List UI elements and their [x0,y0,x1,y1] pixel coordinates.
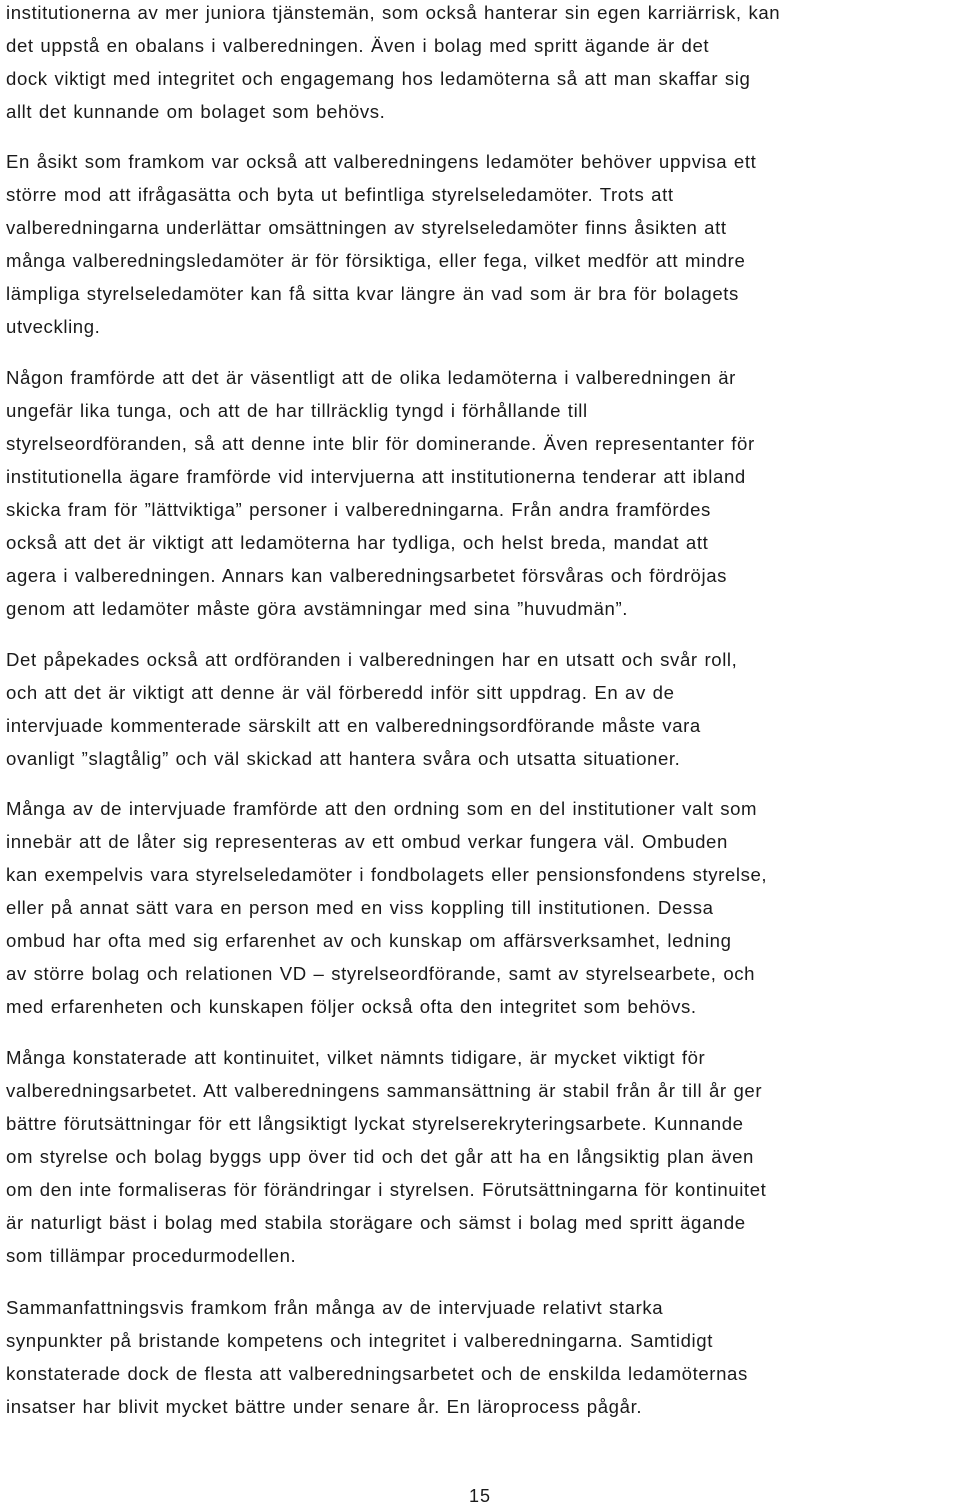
text-line: eller på annat sätt vara en person med en viss koppling till institutionen. Dessa [6,897,714,918]
text-line: En åsikt som framkom var också att valberedningens ledamöter behöver uppvisa ett [6,151,757,172]
text-line: dock viktigt med integritet och engagemang hos ledamöterna så att man skaffar sig [6,68,751,89]
text-line: kan exempelvis vara styrelseledamöter i fondbolagets eller pensionsfondens styrelse, [6,864,768,885]
text-line: insatser har blivit mycket bättre under senare år. En läroprocess pågår. [6,1396,643,1417]
text-line: agera i valberedningen. Annars kan valberedningsarbetet försvåras och fördröjas [6,565,728,586]
text-line: bättre förutsättningar för ett långsiktigt lyckat styrelserekryteringsarbete. Kunnande [6,1113,744,1134]
text-line: styrelseordföranden, så att denne inte blir för dominerande. Även representanter för [6,433,755,454]
paragraph [6,145,756,343]
text-line: Många konstaterade att kontinuitet, vilket nämnts tidigare, är mycket viktigt för [6,1047,706,1068]
text-line: av större bolag och relationen VD – styrelseordförande, samt av styrelsearbete, och [6,963,756,984]
text-line: Någon framförde att det är väsentligt att de olika ledamöterna i valberedningen är [6,367,736,388]
text-line: ungefär lika tunga, och att de har tillräcklig tyngd i förhållande till [6,400,588,421]
text-line: institutionella ägare framförde vid intervjuerna att institutionerna tenderar att ibland [6,466,746,487]
text-line: skicka fram för ”lättviktiga” personer i valberedningarna. Från andra framfördes [6,499,711,520]
text-line: och att det är viktigt att denne är väl förberedd inför sitt uppdrag. En av de [6,682,675,703]
paragraph [6,792,767,1023]
text-line: konstaterade dock de flesta att valberedningsarbetet och de enskilda ledamöternas [6,1363,748,1384]
text-line: som tillämpar procedurmodellen. [6,1245,297,1266]
paragraph [6,0,780,128]
text-line: innebär att de låter sig representeras av ett ombud verkar fungera väl. Ombuden [6,831,728,852]
text-line: institutionerna av mer juniora tjänstemän, som också hanterar sin egen karriärrisk, kan [6,2,781,23]
text-line: valberedningarna underlättar omsättningen av styrelseledamöter finns åsikten att [6,217,727,238]
paragraph [6,361,755,625]
paragraph [6,1041,766,1272]
text-line: om den inte formaliseras för förändringar i styrelsen. Förutsättningarna för kontinuitet [6,1179,767,1200]
text-line: intervjuade kommenterade särskilt att en valberedningsordförande måste vara [6,715,701,736]
text-line: med erfarenheten och kunskapen följer också ofta den integritet som behövs. [6,996,697,1017]
text-line: Sammanfattningsvis framkom från många av de intervjuade relativt starka [6,1297,664,1318]
text-line: är naturligt bäst i bolag med stabila storägare och sämst i bolag med spritt ägande [6,1212,746,1233]
text-line: också att det är viktigt att ledamöterna har tydliga, och helst breda, mandat att [6,532,709,553]
text-line: det uppstå en obalans i valberedningen. Även i bolag med spritt ägande är det [6,35,710,56]
text-line: allt det kunnande om bolaget som behövs. [6,101,386,122]
text-line: valberedningsarbetet. Att valberedningens sammansättning är stabil från år till år ger [6,1080,763,1101]
text-line: utveckling. [6,316,101,337]
text-line: större mod att ifrågasätta och byta ut befintliga styrelseledamöter. Trots att [6,184,674,205]
text-line: om styrelse och bolag byggs upp över tid och det går att ha en långsiktig plan även [6,1146,754,1167]
text-line: Det påpekades också att ordföranden i valberedningen har en utsatt och svår roll, [6,649,738,670]
text-line: ombud har ofta med sig erfarenhet av och kunskap om affärsverksamhet, ledning [6,930,732,951]
text-line: Många av de intervjuade framförde att den ordning som en del institutioner valt som [6,798,758,819]
text-line: genom att ledamöter måste göra avstämningar med sina ”huvudmän”. [6,598,629,619]
text-line: synpunkter på bristande kompetens och integritet i valberedningarna. Samtidigt [6,1330,713,1351]
text-line: lämpliga styrelseledamöter kan få sitta kvar längre än vad som är bra för bolagets [6,283,739,304]
text-line: många valberedningsledamöter är för försiktiga, eller fega, vilket medför att mindre [6,250,746,271]
paragraph [6,643,737,775]
page-number: 15 [468,1486,492,1506]
text-line: ovanligt ”slagtålig” och väl skickad att hantera svåra och utsatta situationer. [6,748,681,769]
paragraph [6,1291,748,1423]
